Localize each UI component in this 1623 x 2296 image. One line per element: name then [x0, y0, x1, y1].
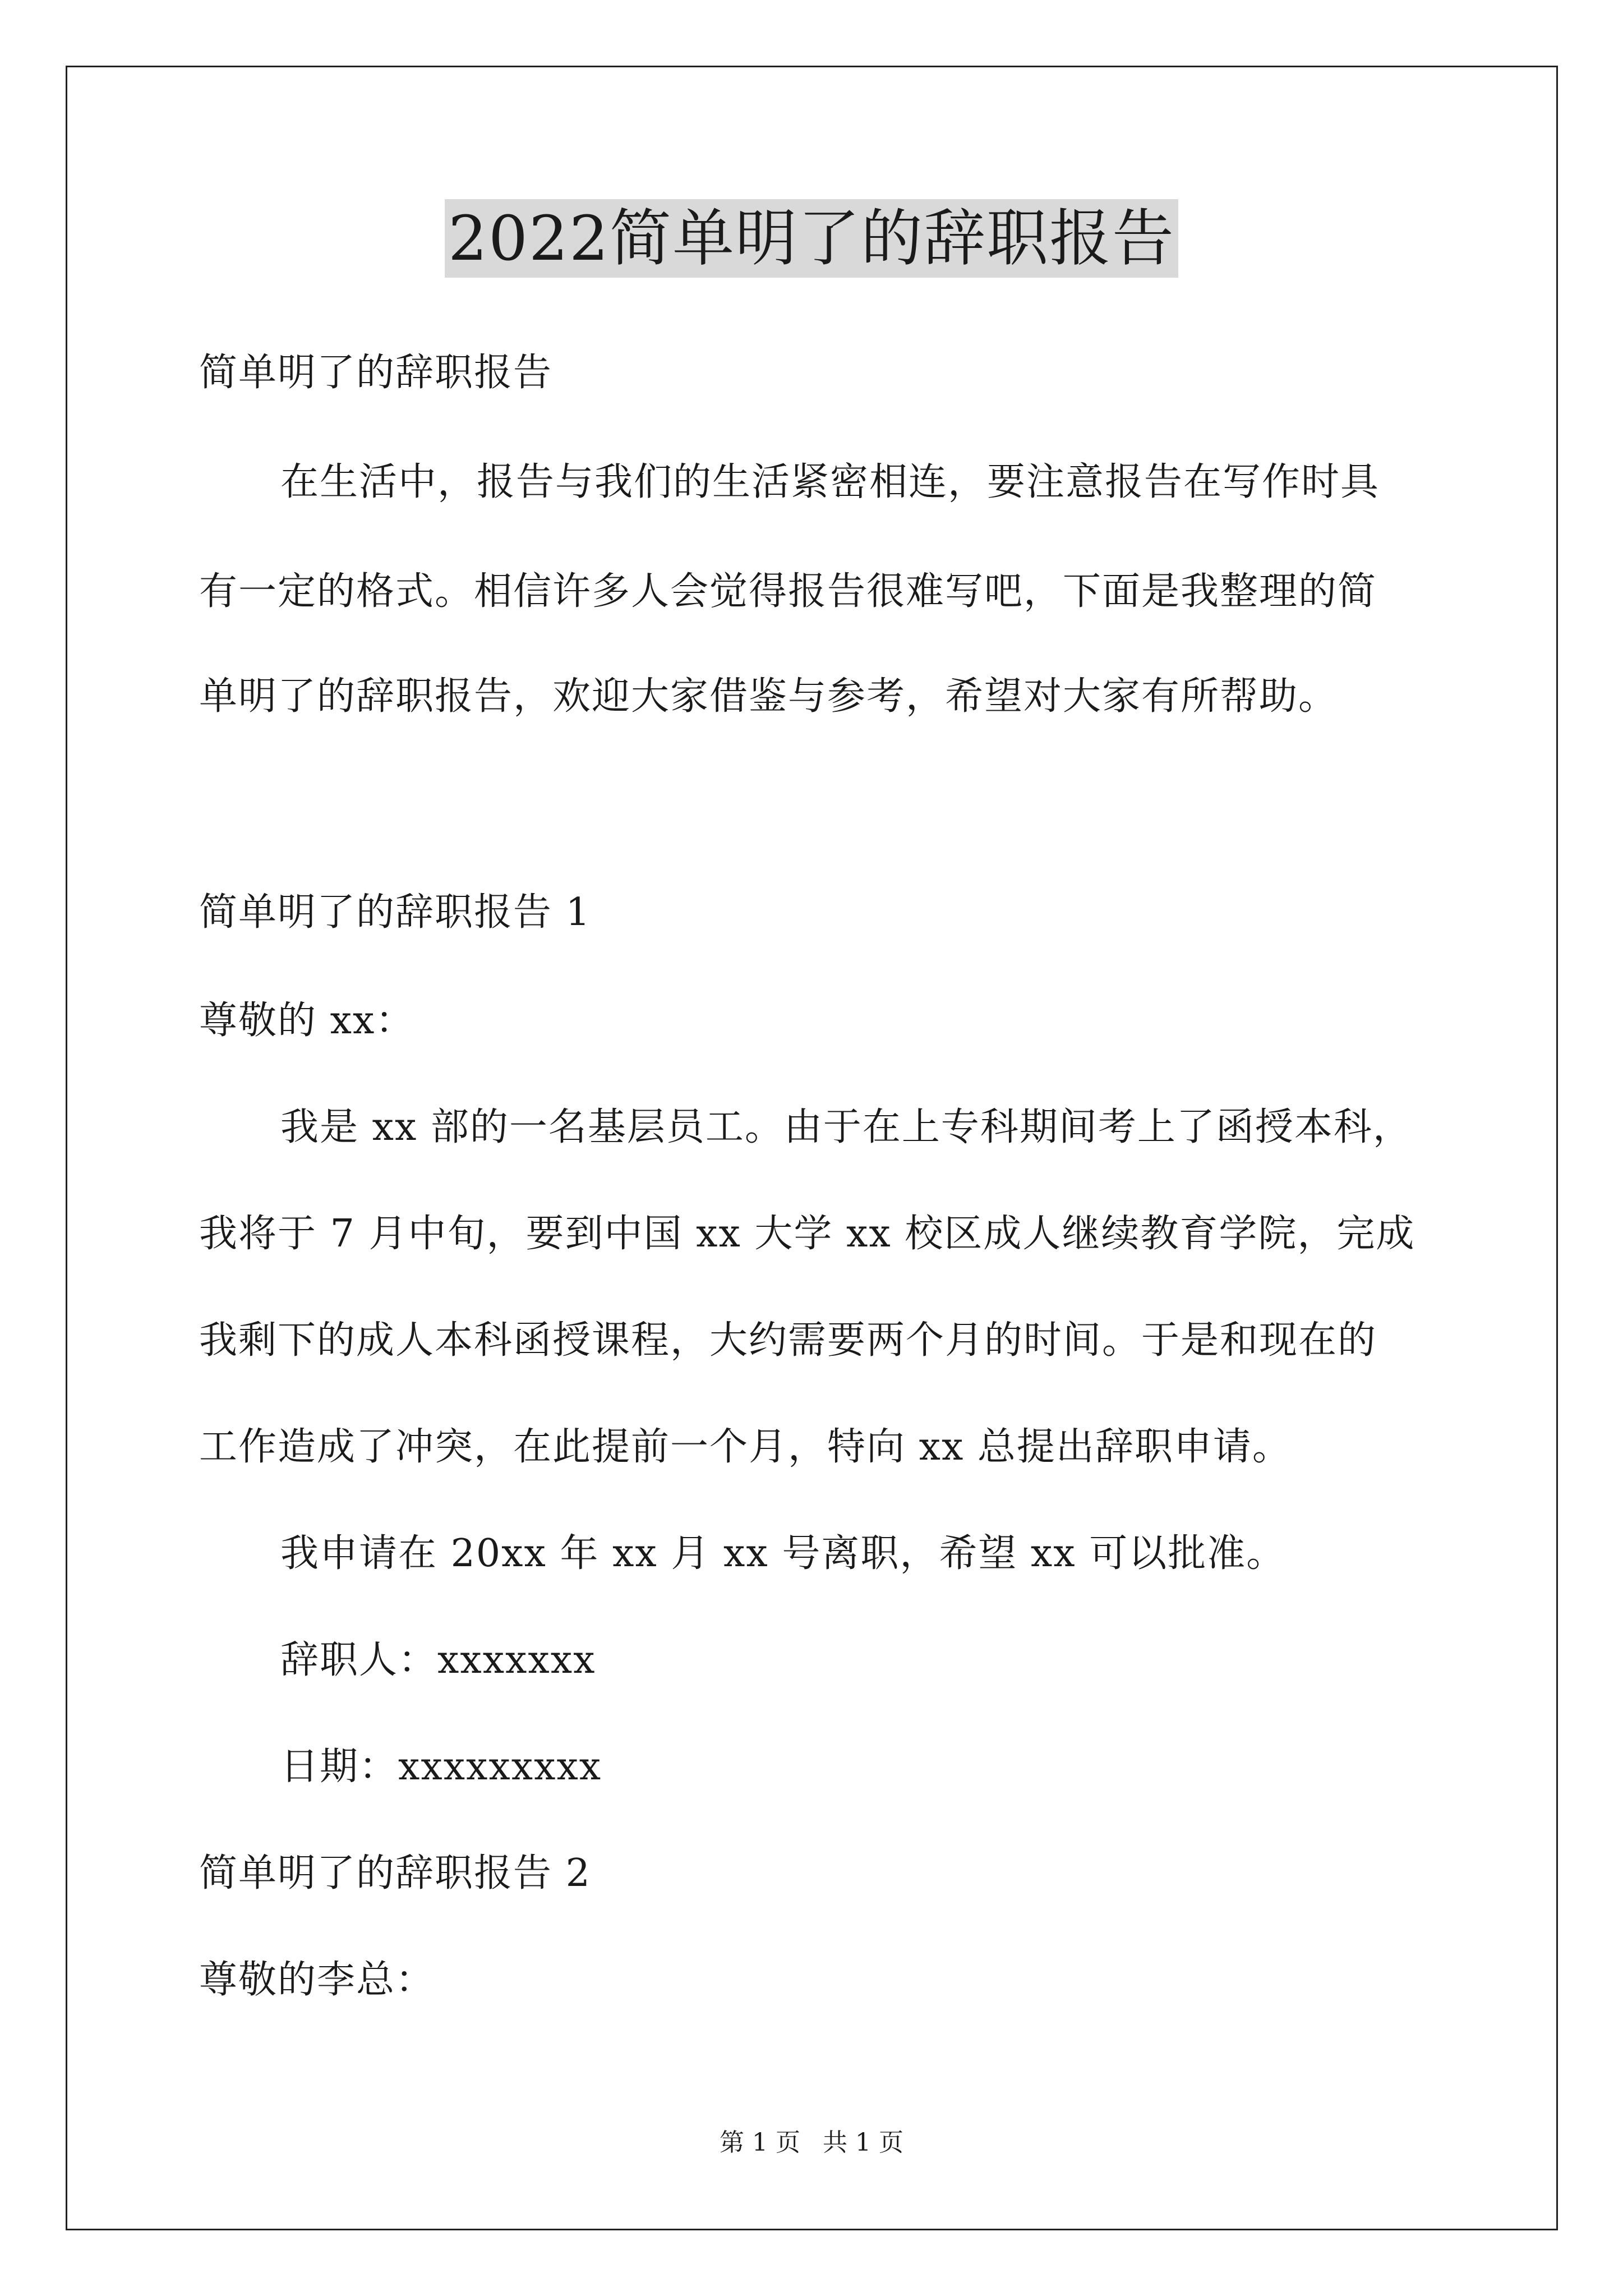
body-line[interactable]: 工作造成了冲突，在此提前一个月，特向 xx 总提出辞职申请。 [199, 1425, 1292, 1469]
signer-line[interactable]: 辞职人：xxxxxxx [280, 1638, 596, 1682]
body-line[interactable]: 我是 xx 部的一名基层员工。由于在上专科期间考上了函授本科， [280, 1105, 1412, 1149]
intro-line[interactable]: 单明了的辞职报告，欢迎大家借鉴与参考，希望对大家有所帮助。 [199, 674, 1338, 719]
section-heading[interactable]: 简单明了的辞职报告 2 [199, 1851, 591, 1895]
page-total: 共 1 页 [823, 2128, 903, 2157]
salutation[interactable]: 尊敬的李总： [199, 1958, 435, 2002]
document-title[interactable]: 2022简单明了的辞职报告 [445, 199, 1178, 278]
page-footer [0, 2126, 1623, 2160]
date-line[interactable]: 日期：xxxxxxxxx [280, 1745, 602, 1789]
intro-line[interactable]: 有一定的格式。相信许多人会觉得报告很难写吧，下面是我整理的简 [199, 569, 1377, 614]
section-heading[interactable]: 简单明了的辞职报告 1 [199, 890, 591, 935]
intro-line[interactable]: 在生活中，报告与我们的生活紧密相连，要注意报告在写作时具 [280, 460, 1380, 504]
document-subtitle[interactable]: 简单明了的辞职报告 [199, 351, 553, 395]
page-number: 第 1 页 [720, 2128, 800, 2157]
body-line[interactable]: 我剩下的成人本科函授课程，大约需要两个月的时间。于是和现在的 [199, 1318, 1377, 1363]
body-line[interactable]: 我将于 7 月中旬，要到中国 xx 大学 xx 校区成人继续教育学院，完成 [199, 1212, 1415, 1256]
request-line[interactable]: 我申请在 20xx 年 xx 月 xx 号离职，希望 xx 可以批准。 [280, 1531, 1286, 1576]
salutation[interactable]: 尊敬的 xx： [199, 999, 415, 1043]
title-wrap [0, 199, 1623, 278]
